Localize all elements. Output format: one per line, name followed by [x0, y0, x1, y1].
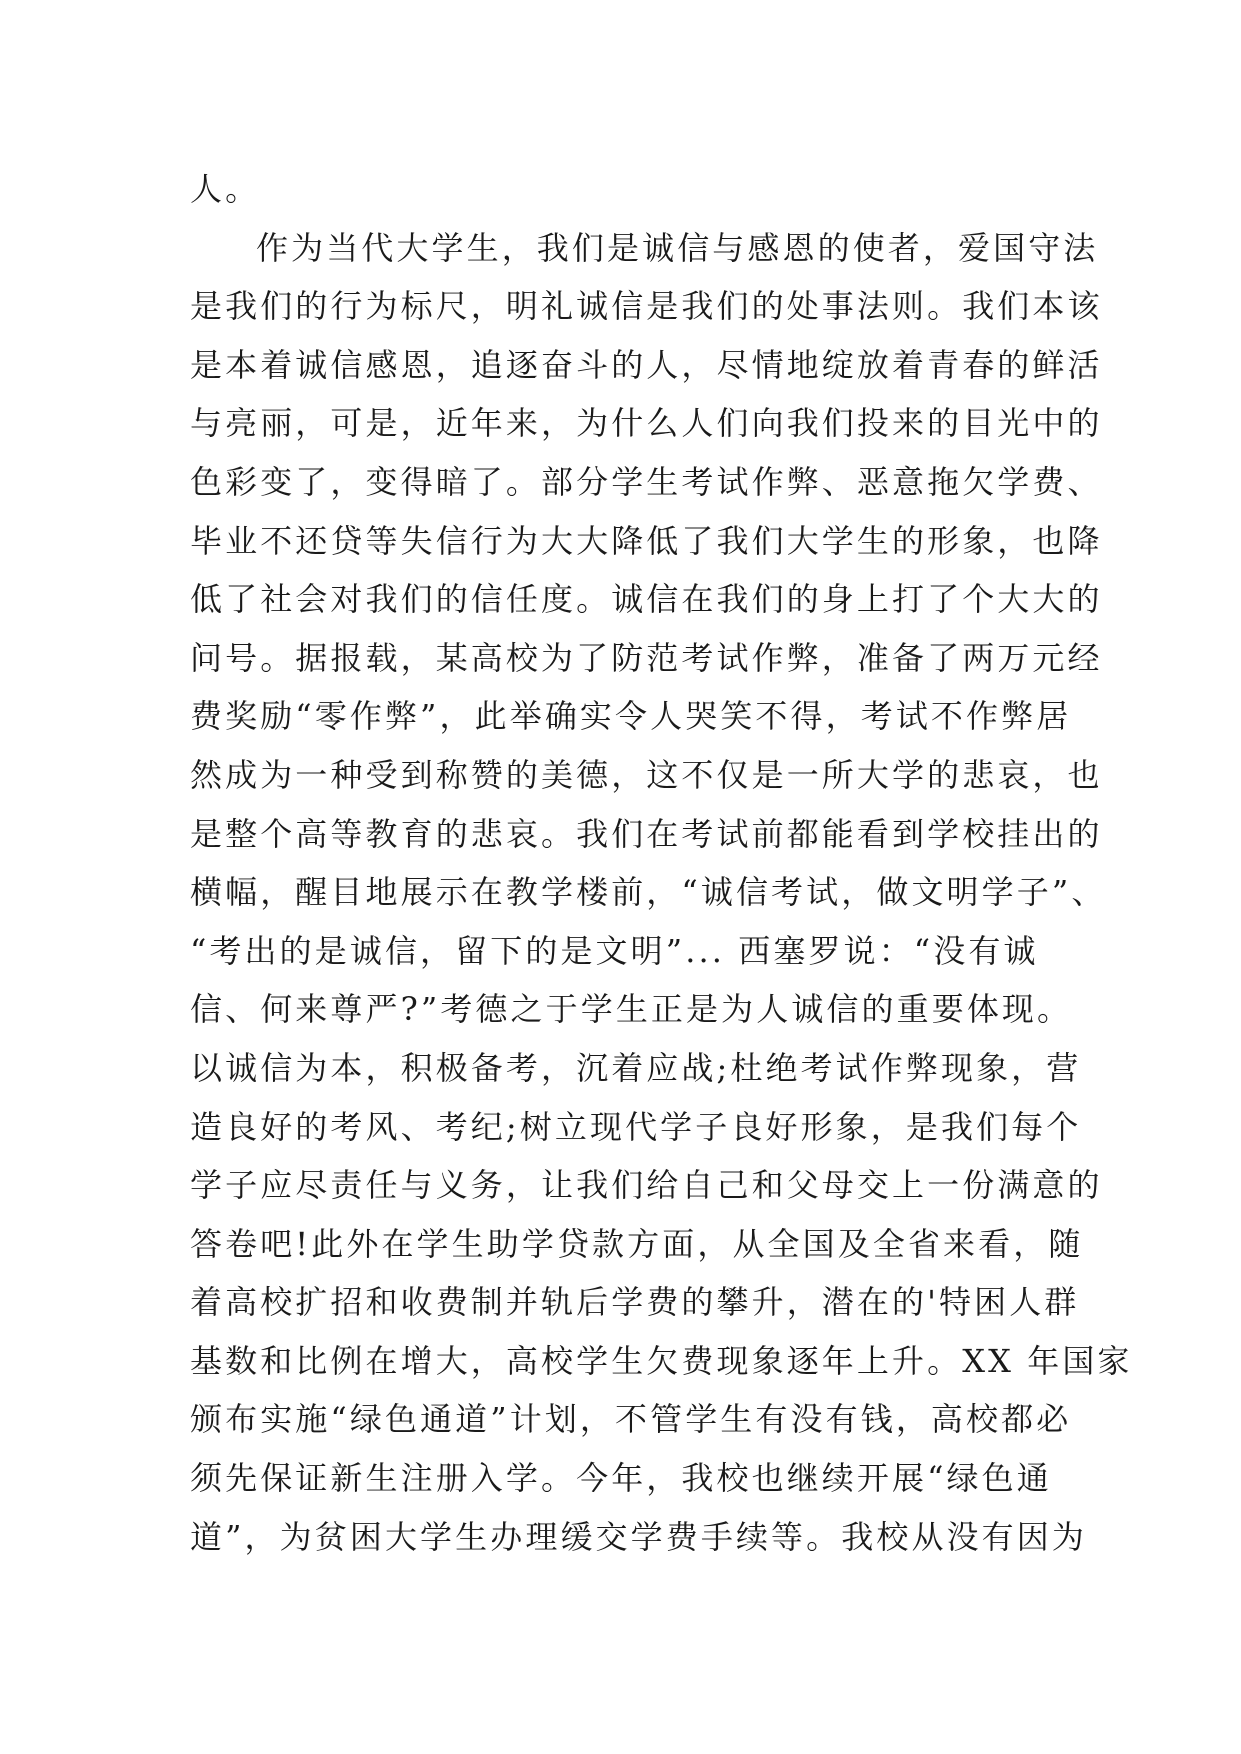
text-line: 人。 [190, 170, 261, 208]
text-line: 基数和比例在增大，高校学生欠费现象逐年上升。XX 年国家 [190, 1341, 1133, 1380]
text-line: 答卷吧!此外在学生助学贷款方面，从全国及全省来看，随 [190, 1224, 1084, 1263]
text-line: 是整个高等教育的悲哀。我们在考试前都能看到学校挂出的 [190, 814, 1103, 853]
text-line: 低了社会对我们的信任度。诚信在我们的身上打了个大大的 [190, 580, 1103, 619]
text-line: “考出的是诚信，留下的是文明”... 西塞罗说：“没有诚 [190, 931, 1039, 970]
text-line: 以诚信为本，积极备考，沉着应战;杜绝考试作弊现象，营 [190, 1048, 1082, 1087]
text-line: 横幅，醒目地展示在教学楼前，“诚信考试，做文明学子”、 [190, 873, 1107, 912]
text-line: 须先保证新生注册入学。今年，我校也继续开展“绿色通 [190, 1459, 1052, 1498]
text-line: 颁布实施“绿色通道”计划，不管学生有没有钱，高校都必 [190, 1400, 1072, 1439]
paragraph-first-line: 作为当代大学生，我们是诚信与感恩的使者，爱国守法 [256, 228, 1099, 267]
text-line: 是本着诚信感恩，追逐奋斗的人，尽情地绽放着青春的鲜活 [190, 345, 1103, 384]
text-line: 信、何来尊严?”考德之于学生正是为人诚信的重要体现。 [190, 990, 1073, 1029]
text-line: 学子应尽责任与义务，让我们给自己和父母交上一份满意的 [190, 1166, 1103, 1205]
text-line: 造良好的考风、考纪;树立现代学子良好形象，是我们每个 [190, 1107, 1082, 1146]
text-line: 与亮丽，可是，近年来，为什么人们向我们投来的目光中的 [190, 404, 1103, 443]
text-line: 着高校扩招和收费制并轨后学费的攀升，潜在的'特困人群 [190, 1283, 1080, 1322]
body-text [190, 160, 1133, 1566]
text-line: 费奖励“零作弊”，此举确实令人哭笑不得，考试不作弊居 [190, 697, 1072, 736]
text-line: 是我们的行为标尺，明礼诚信是我们的处事法则。我们本该 [190, 287, 1103, 326]
text-line: 问号。据报载，某高校为了防范考试作弊，准备了两万元经 [190, 638, 1103, 677]
text-line: 毕业不还贷等失信行为大大降低了我们大学生的形象，也降 [190, 521, 1103, 560]
text-line: 色彩变了，变得暗了。部分学生考试作弊、恶意拖欠学费、 [190, 462, 1103, 501]
text-line: 然成为一种受到称赞的美德，这不仅是一所大学的悲哀，也 [190, 755, 1103, 794]
text-line: 道”，为贫困大学生办理缓交学费手续等。我校从没有因为 [190, 1517, 1087, 1556]
